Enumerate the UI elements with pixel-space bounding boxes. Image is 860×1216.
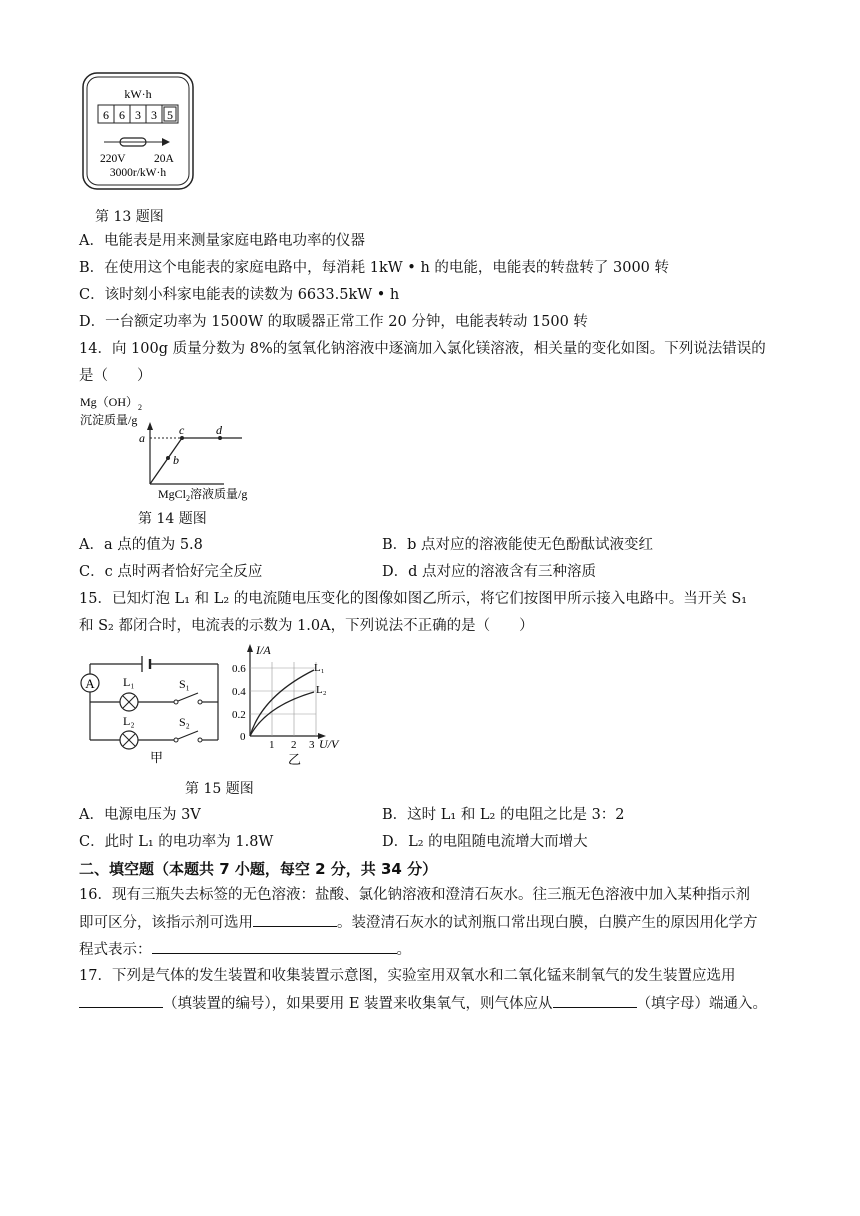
figure-caption-15: 第 15 题图 xyxy=(185,781,254,797)
q14-option-b: B．b 点对应的溶液能使无色酚酞试液变红 xyxy=(382,537,654,553)
q13-option-a: A．电能表是用来测量家庭电路电功率的仪器 xyxy=(79,233,365,249)
graph-label-yi: 乙 xyxy=(288,752,302,767)
meter-digit: 6 xyxy=(119,108,125,122)
meter-disc-arrow-icon xyxy=(104,138,170,146)
answer-blank[interactable] xyxy=(79,993,163,1008)
meter-digit: 6 xyxy=(103,108,109,122)
q15-label-l1: L₁ xyxy=(314,662,325,674)
svg-text:A: A xyxy=(85,676,95,691)
q15-ytick: 0.2 xyxy=(232,709,246,721)
answer-blank[interactable] xyxy=(253,912,337,927)
q17-line1: 17．下列是气体的发生装置和收集装置示意图，实验室用双氧水和二氧化锰来制氧气的发生装置应选用 xyxy=(79,968,736,984)
meter-digit: 3 xyxy=(135,108,141,122)
q14-ylabel: $Mg(OH)_2$ xyxy=(80,395,143,412)
q14-option-d: D．d 点对应的溶液含有三种溶质 xyxy=(382,564,597,580)
q14-y-arrow-icon xyxy=(147,422,153,430)
meter-unit: kW·h xyxy=(124,87,152,101)
figure-caption-13: 第 13 题图 xyxy=(95,209,164,225)
q13-option-c: C．该时刻小科家电能表的读数为 6633.5kW • h xyxy=(79,287,400,303)
q15-ylabel: I/A xyxy=(256,643,271,657)
q14-xlabel: MgCl$_2$溶液质量/g xyxy=(158,487,248,503)
q15-xlabel: U/V xyxy=(319,737,339,751)
q15-option-d: D．L₂ 的电阻随电流增大而增大 xyxy=(382,834,588,850)
q16-line2: 即可区分，该指示剂可选用 。装澄清石灰水的试剂瓶口常出现白膜，白膜产生的原因用化学方 xyxy=(79,912,758,933)
answer-blank[interactable] xyxy=(553,993,637,1008)
meter-current: 20A xyxy=(154,153,174,165)
q15-circuit-diagram xyxy=(76,646,226,768)
q14-label-c: c xyxy=(179,423,185,437)
section-heading-fill-in: 二、填空题（本题共 7 小题，每空 2 分，共 34 分） xyxy=(79,860,438,878)
meter-digit: 5 xyxy=(167,108,173,122)
lamp-l2-label: L₂ xyxy=(123,714,135,728)
q15-y-arrow-icon xyxy=(247,644,253,652)
q15-label-l2: L₂ xyxy=(316,684,327,696)
electric-meter-figure xyxy=(82,72,194,190)
circuit-label-jia: 甲 xyxy=(150,750,164,765)
q13-option-b: B．在使用这个电能表的家庭电路中，每消耗 1kW • h 的电能，电能表的转盘转了 3000 转 xyxy=(79,260,670,276)
q14-label-d: d xyxy=(216,423,222,437)
q15-iu-graph xyxy=(230,640,355,768)
answer-blank[interactable] xyxy=(152,939,397,954)
lamp-l1-icon xyxy=(120,693,138,711)
q16-line3: 程式表示： 。 xyxy=(79,939,411,960)
q14-stem-line2: 是（ ） xyxy=(79,368,152,384)
q15-stem-line2: 和 S₂ 都闭合时，电流表的示数为 1.0A，下列说法不正确的是（ ） xyxy=(79,618,534,634)
ammeter-icon xyxy=(81,674,99,692)
q15-curve-l1 xyxy=(250,670,314,736)
q15-grid xyxy=(250,662,316,736)
q14-graph xyxy=(78,392,278,504)
q14-stem-line1: 14．向 100g 质量分数为 8%的氢氧化钠溶液中逐滴加入氯化镁溶液，相关量的变化如图。下列说法错误的 xyxy=(79,341,766,357)
q14-label-a: a xyxy=(139,431,145,445)
q15-ytick: 0.6 xyxy=(232,663,246,675)
switch-s1-icon xyxy=(174,693,202,704)
q15-stem-line1: 15．已知灯泡 L₁ 和 L₂ 的电流随电压变化的图像如图乙所示，将它们按图甲所示接入电路中。当开关 S₁ xyxy=(79,591,748,607)
lamp-l1-label: L₁ xyxy=(123,675,135,689)
q17-line2: （填装置的编号），如果要用 E 装置来收集氧气，则气体应从 （填字母）端通入。 xyxy=(79,993,767,1014)
switch-s2-icon xyxy=(174,731,202,742)
q14-option-a: A．a 点的值为 5.8 xyxy=(79,537,203,553)
lamp-l2-icon xyxy=(120,731,138,749)
q14-ylabel-2: 沉淀质量/g xyxy=(80,413,138,427)
meter-voltage: 220V xyxy=(100,153,126,165)
q15-xtick: 1 xyxy=(269,739,275,751)
q14-label-b: b xyxy=(173,453,179,467)
q15-ytick: 0.4 xyxy=(232,686,246,698)
switch-s2-label: S₂ xyxy=(179,715,190,729)
battery-icon xyxy=(142,656,150,672)
q16-line1: 16．现有三瓶失去标签的无色溶液：盐酸、氯化钠溶液和澄清石灰水。往三瓶无色溶液中加入某种指示剂 xyxy=(79,887,750,903)
meter-digit: 3 xyxy=(151,108,157,122)
q15-option-c: C．此时 L₁ 的电功率为 1.8W xyxy=(79,834,274,850)
q15-option-a: A．电源电压为 3V xyxy=(79,807,201,823)
q15-xtick: 2 xyxy=(291,739,297,751)
q14-point-b xyxy=(166,456,170,460)
q13-option-d: D．一台额定功率为 1500W 的取暖器正常工作 20 分钟，电能表转动 1500 转 xyxy=(79,314,588,330)
q15-option-b: B．这时 L₁ 和 L₂ 的电阻之比是 3：2 xyxy=(382,807,625,823)
meter-rate: 3000r/kW·h xyxy=(109,167,167,179)
q15-xtick: 3 xyxy=(309,739,315,751)
meter-digits xyxy=(98,105,178,123)
q15-ytick: 0 xyxy=(240,731,246,743)
figure-caption-14: 第 14 题图 xyxy=(138,511,207,527)
q14-option-c: C．c 点时两者恰好完全反应 xyxy=(79,564,263,580)
switch-s1-label: S₁ xyxy=(179,677,190,691)
q14-curve xyxy=(150,438,242,484)
